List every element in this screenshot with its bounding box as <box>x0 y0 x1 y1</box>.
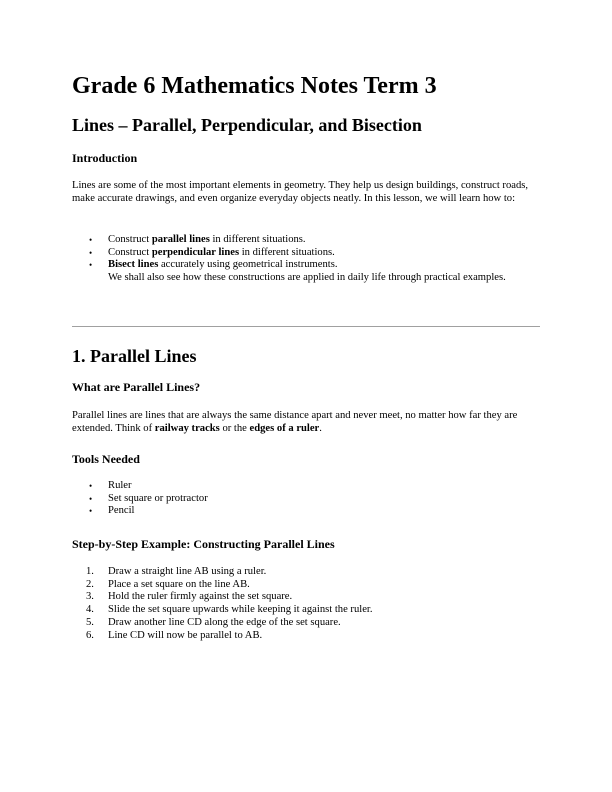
list-item: • Pencil <box>89 505 135 517</box>
horizontal-divider <box>72 326 540 327</box>
list-item: 3. Hold the ruler firmly against the set square. <box>86 591 293 603</box>
introduction-paragraph: Lines are some of the most important elements in geometry. They help us design buildings, construct roads, make accurate drawings, and even organize everyday objects neatly. In this lesson, we will learn how to: <box>72 180 529 204</box>
list-item: 1. Draw a straight line AB using a ruler. <box>86 566 267 577</box>
steps-heading: Step-by-Step Example: Constructing Parallel Lines <box>72 537 335 551</box>
bullet-marker: • <box>89 235 93 245</box>
list-item: 2. Place a set square on the line AB. <box>86 578 250 590</box>
bullet-continuation: We shall also see how these constructions are applied in daily life through practical examples. <box>108 272 506 284</box>
introduction-heading: Introduction <box>72 151 138 165</box>
tools-list <box>72 480 542 518</box>
what-are-parallel-lines-heading: What are Parallel Lines? <box>72 380 201 394</box>
page-subtitle: Lines – Parallel, Perpendicular, and Bisection <box>72 115 422 135</box>
list-item: 5. Draw another line CD along the edge of the set square. <box>86 616 341 628</box>
tools-needed-heading: Tools Needed <box>72 452 140 466</box>
list-item: • Set square or protractor <box>89 492 208 504</box>
page-title: Grade 6 Mathematics Notes Term 3 <box>72 73 437 99</box>
bullet-marker: • <box>89 247 93 258</box>
bullet-marker: • <box>89 260 93 271</box>
parallel-lines-definition: Parallel lines are lines that are always the same distance apart and never meet, no matter how far they are extended. Think of railway tracks or the edges of a ruler. <box>72 410 518 434</box>
bullet-marker: • <box>89 481 93 491</box>
bullet-marker: • <box>89 493 93 504</box>
objectives-list <box>72 234 542 285</box>
list-item: • Construct parallel lines in different situations. <box>89 234 306 245</box>
steps-list <box>72 566 542 642</box>
list-item: • Bisect lines accurately using geometrical instruments. We shall also see how these constructions are applied in daily life through practical examples. <box>89 259 506 284</box>
section-heading-parallel-lines: 1. Parallel Lines <box>72 346 197 366</box>
list-item: • Construct perpendicular lines in different situations. <box>89 246 335 258</box>
list-item: 4. Slide the set square upwards while keeping it against the ruler. <box>86 604 373 616</box>
bullet-marker: • <box>89 506 93 517</box>
list-item: • Ruler <box>89 480 132 491</box>
list-item: 6. Line CD will now be parallel to AB. <box>86 629 263 641</box>
